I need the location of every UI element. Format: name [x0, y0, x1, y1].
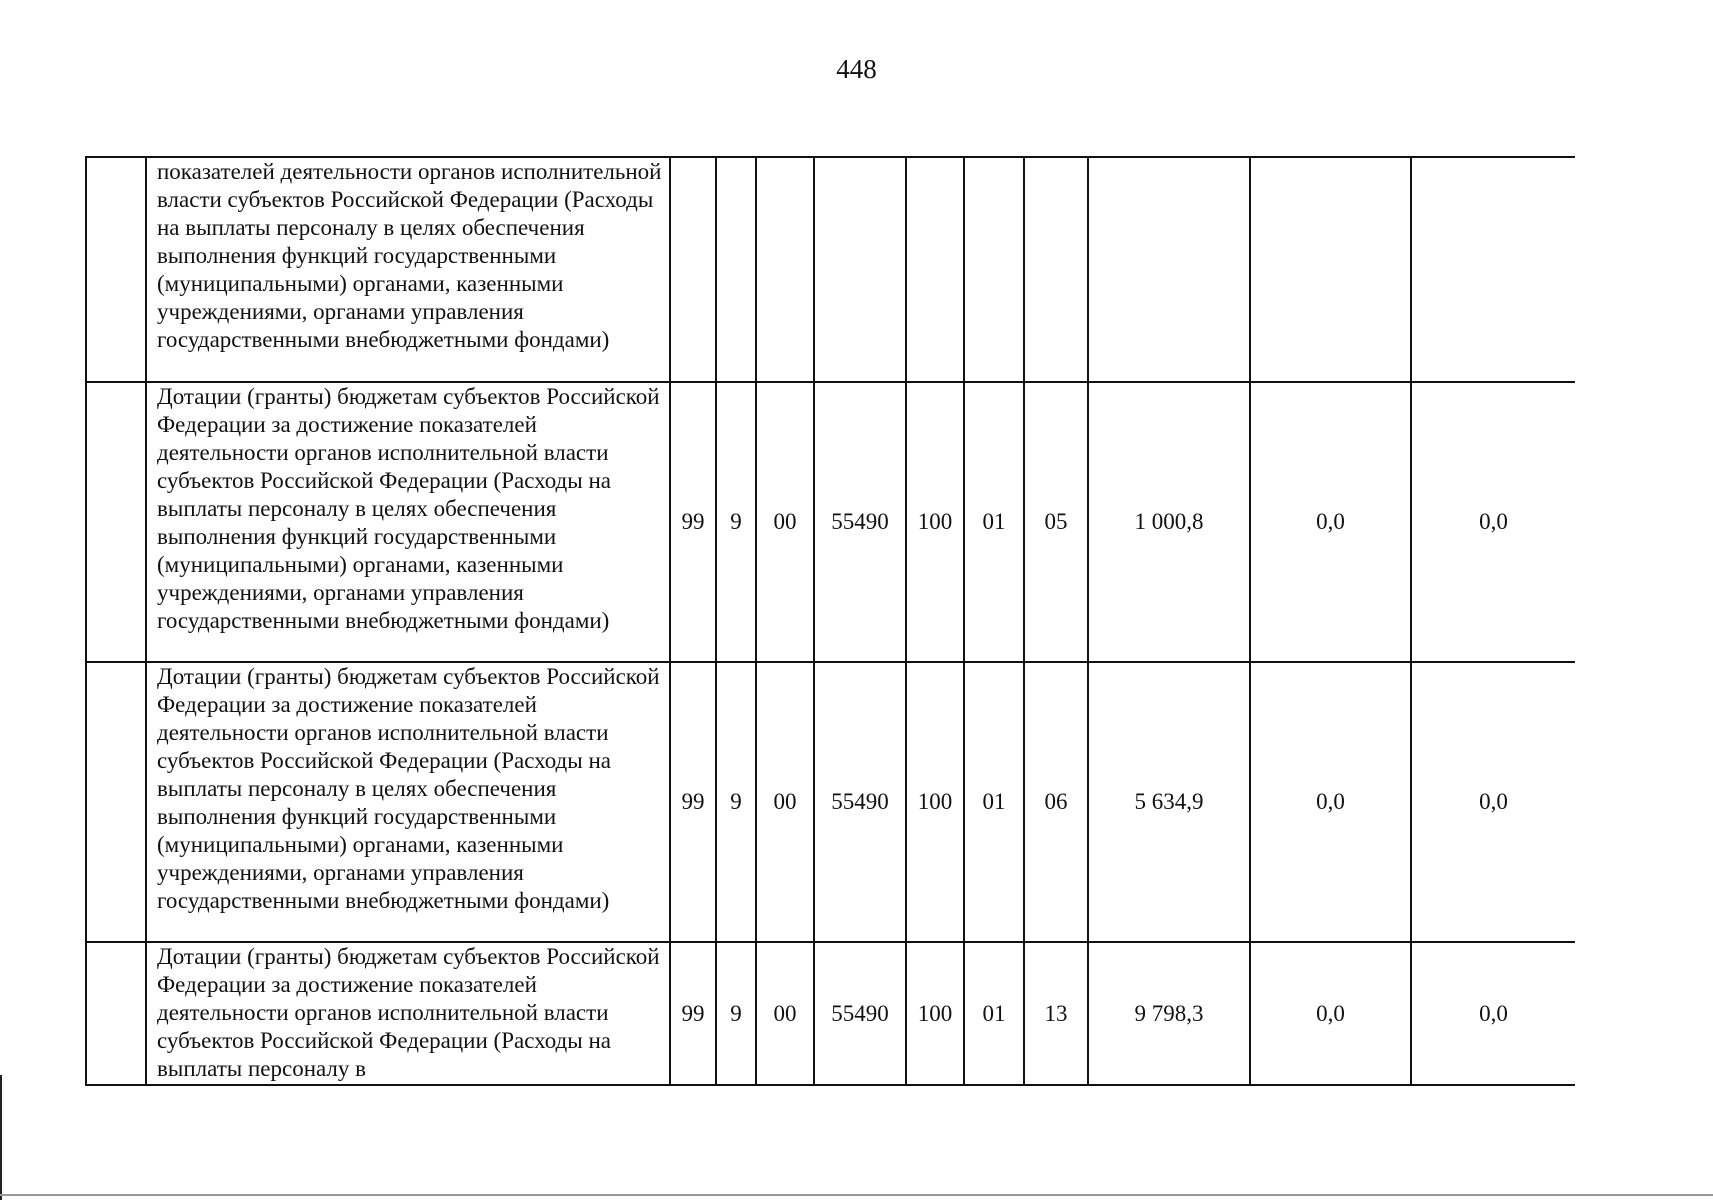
event-code-cell: 00	[756, 942, 814, 1085]
table-row	[86, 157, 1575, 382]
program-code-cell: 99	[670, 382, 716, 662]
direction-code-cell: 55490	[814, 382, 906, 662]
page-number: 448	[836, 54, 877, 84]
table-row	[86, 382, 1575, 662]
row-number-cell	[86, 942, 146, 1085]
expense-type-cell: 100	[906, 382, 964, 662]
description-cell: Дотации (гранты) бюджетам субъектов Российской Федерации за достижение показателей деятельности органов исполнительной власти субъектов Российской Федерации (Расходы на выплаты персоналу в	[146, 942, 670, 1085]
amount-3-cell: 0,0	[1411, 662, 1575, 942]
budget-table-container	[85, 156, 1575, 1086]
subprogram-code-cell: 9	[716, 662, 756, 942]
amount-1-cell: 5 634,9	[1088, 662, 1250, 942]
budget-table	[85, 156, 1575, 1086]
table-row	[86, 942, 1575, 1085]
description-cell: показателей деятельности органов исполнительной власти субъектов Российской Федерации (Расходы на выплаты персоналу в целях обеспечения выполнения функций государственными (муниципальными) органами, казенными учреждениями, органами управления государственными внебюджетными фондами)	[146, 157, 670, 382]
amount-1-cell	[1088, 157, 1250, 382]
program-code-cell	[670, 157, 716, 382]
table-row	[86, 662, 1575, 942]
program-code-cell: 99	[670, 942, 716, 1085]
amount-3-cell: 0,0	[1411, 382, 1575, 662]
subprogram-code-cell: 9	[716, 942, 756, 1085]
description-cell: Дотации (гранты) бюджетам субъектов Российской Федерации за достижение показателей деятельности органов исполнительной власти субъектов Российской Федерации (Расходы на выплаты персоналу в целях обеспечения выполнения функций государственными (муниципальными) органами, казенными учреждениями, органами управления государственными внебюджетными фондами)	[146, 662, 670, 942]
subsection-cell: 05	[1024, 382, 1088, 662]
scan-edge-bottom	[0, 1194, 1713, 1196]
amount-1-cell: 9 798,3	[1088, 942, 1250, 1085]
amount-3-cell: 0,0	[1411, 942, 1575, 1085]
section-cell: 01	[964, 942, 1024, 1085]
row-number-cell	[86, 382, 146, 662]
row-number-cell	[86, 662, 146, 942]
expense-type-cell: 100	[906, 662, 964, 942]
event-code-cell	[756, 157, 814, 382]
section-cell: 01	[964, 662, 1024, 942]
direction-code-cell	[814, 157, 906, 382]
amount-2-cell: 0,0	[1250, 662, 1411, 942]
amount-2-cell	[1250, 157, 1411, 382]
direction-code-cell: 55490	[814, 942, 906, 1085]
amount-1-cell: 1 000,8	[1088, 382, 1250, 662]
section-cell	[964, 157, 1024, 382]
subprogram-code-cell: 9	[716, 382, 756, 662]
expense-type-cell: 100	[906, 942, 964, 1085]
event-code-cell: 00	[756, 662, 814, 942]
subprogram-code-cell	[716, 157, 756, 382]
amount-3-cell	[1411, 157, 1575, 382]
amount-2-cell: 0,0	[1250, 942, 1411, 1085]
description-cell: Дотации (гранты) бюджетам субъектов Российской Федерации за достижение показателей деятельности органов исполнительной власти субъектов Российской Федерации (Расходы на выплаты персоналу в целях обеспечения выполнения функций государственными (муниципальными) органами, казенными учреждениями, органами управления государственными внебюджетными фондами)	[146, 382, 670, 662]
program-code-cell: 99	[670, 662, 716, 942]
subsection-cell	[1024, 157, 1088, 382]
event-code-cell: 00	[756, 382, 814, 662]
row-number-cell	[86, 157, 146, 382]
scan-edge-left	[0, 1075, 2, 1200]
subsection-cell: 06	[1024, 662, 1088, 942]
amount-2-cell: 0,0	[1250, 382, 1411, 662]
subsection-cell: 13	[1024, 942, 1088, 1085]
section-cell: 01	[964, 382, 1024, 662]
expense-type-cell	[906, 157, 964, 382]
direction-code-cell: 55490	[814, 662, 906, 942]
